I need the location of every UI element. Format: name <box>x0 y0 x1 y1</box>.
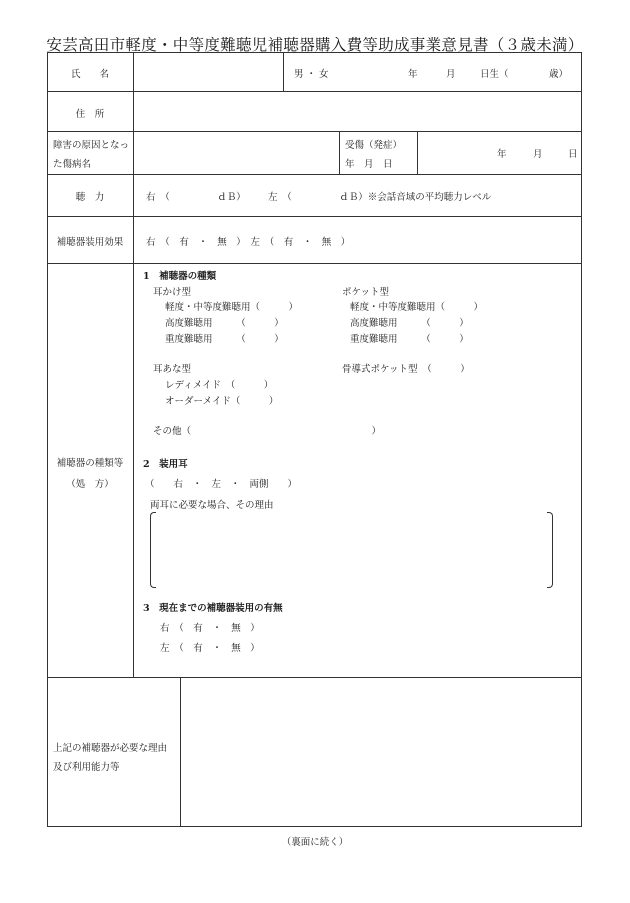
ear-hook-item: 重度難聴用 （ ） <box>165 334 284 345</box>
type-label-line1: 補聴器の種類等 <box>56 458 124 469</box>
address-label: 住 所 <box>75 109 105 120</box>
in-ear-title: 耳あな型 <box>153 364 192 375</box>
in-ear-item: レディメイド （ ） <box>165 380 274 391</box>
pocket-item: 重度難聴用 （ ） <box>350 334 469 345</box>
onset-date-divider <box>417 131 418 174</box>
hearing-label: 聴 力 <box>75 192 105 203</box>
left-usage: 左 （ 有 ・ 無 ） <box>160 643 260 654</box>
ear-hook-title: 耳かけ型 <box>153 287 192 298</box>
right-usage: 右 （ 有 ・ 無 ） <box>160 623 260 634</box>
effect-value: 右 （ 有 ・ 無 ） 左 （ 有 ・ 無 ） <box>146 237 351 248</box>
section2-title: 2 装用耳 <box>143 459 188 470</box>
pocket-item: 軽度・中等度難聴用（ ） <box>350 302 484 313</box>
onset-date-label: 年 月 日 <box>345 159 393 170</box>
row-divider <box>47 263 582 264</box>
onset-column-divider <box>339 131 340 174</box>
sex-column-divider <box>283 52 284 91</box>
label-column-divider <box>133 52 134 677</box>
continued-note: （裏面に続く） <box>281 837 349 848</box>
document-title: 安芸高田市軽度・中等度難聴児補聴器購入費等助成事業意見書（３歳未満） <box>46 36 584 54</box>
bone-pocket-option: 骨導式ポケット型 （ ） <box>342 364 470 375</box>
reason-label-line1: 上記の補聴器が必要な理由 <box>53 743 168 754</box>
cause-label-line2: た傷病名 <box>53 159 92 170</box>
row-divider <box>47 131 582 132</box>
name-label: 氏 名 <box>70 69 109 80</box>
effect-label: 補聴器装用効果 <box>56 237 124 248</box>
section3-title: 3 現在までの補聴器装用の有無 <box>143 603 283 614</box>
onset-label: 受傷（発症） <box>345 140 403 151</box>
onset-year-label: 年 <box>497 149 507 160</box>
row-divider <box>47 677 582 678</box>
ear-hook-item: 軽度・中等度難聴用（ ） <box>165 302 299 313</box>
reason-label-line2: 及び利用能力等 <box>53 762 120 773</box>
row-divider <box>47 216 582 217</box>
pocket-item: 高度難聴用 （ ） <box>350 318 469 329</box>
onset-month-label: 月 <box>533 149 543 160</box>
both-ears-reason-label: 両耳に必要な場合、その理由 <box>150 500 274 511</box>
row-divider <box>47 174 582 175</box>
row-divider <box>47 91 582 92</box>
reason-label-divider <box>180 677 181 827</box>
hearing-left-value: 左 （ ｄＢ）※会話音域の平均聴力レベル <box>268 192 492 203</box>
pocket-title: ポケット型 <box>342 287 390 298</box>
type-label-line2: （処 方） <box>66 479 114 490</box>
other-type: その他（ ） <box>153 426 382 437</box>
form-frame <box>47 52 582 827</box>
onset-day-label: 日 <box>568 149 578 160</box>
cause-label-line1: 障害の原因となっ <box>53 140 130 151</box>
birth-month-label: 月 <box>446 69 456 80</box>
reason-bracket-left <box>150 512 156 588</box>
birth-day-label: 日生（ <box>480 69 509 80</box>
birth-year-label: 年 <box>408 69 418 80</box>
in-ear-item: オーダーメイド（ ） <box>165 396 279 407</box>
ear-hook-item: 高度難聴用 （ ） <box>165 318 284 329</box>
section1-title: 1 補聴器の種類 <box>143 271 217 282</box>
section2-value: （ 右 ・ 左 ・ 両側 ） <box>145 479 298 490</box>
reason-bracket-right <box>547 512 553 588</box>
age-label: 歳） <box>549 69 569 80</box>
hearing-right-value: 右 （ ｄＢ） <box>146 192 246 203</box>
sex-selector: 男 ・ 女 <box>294 69 329 80</box>
